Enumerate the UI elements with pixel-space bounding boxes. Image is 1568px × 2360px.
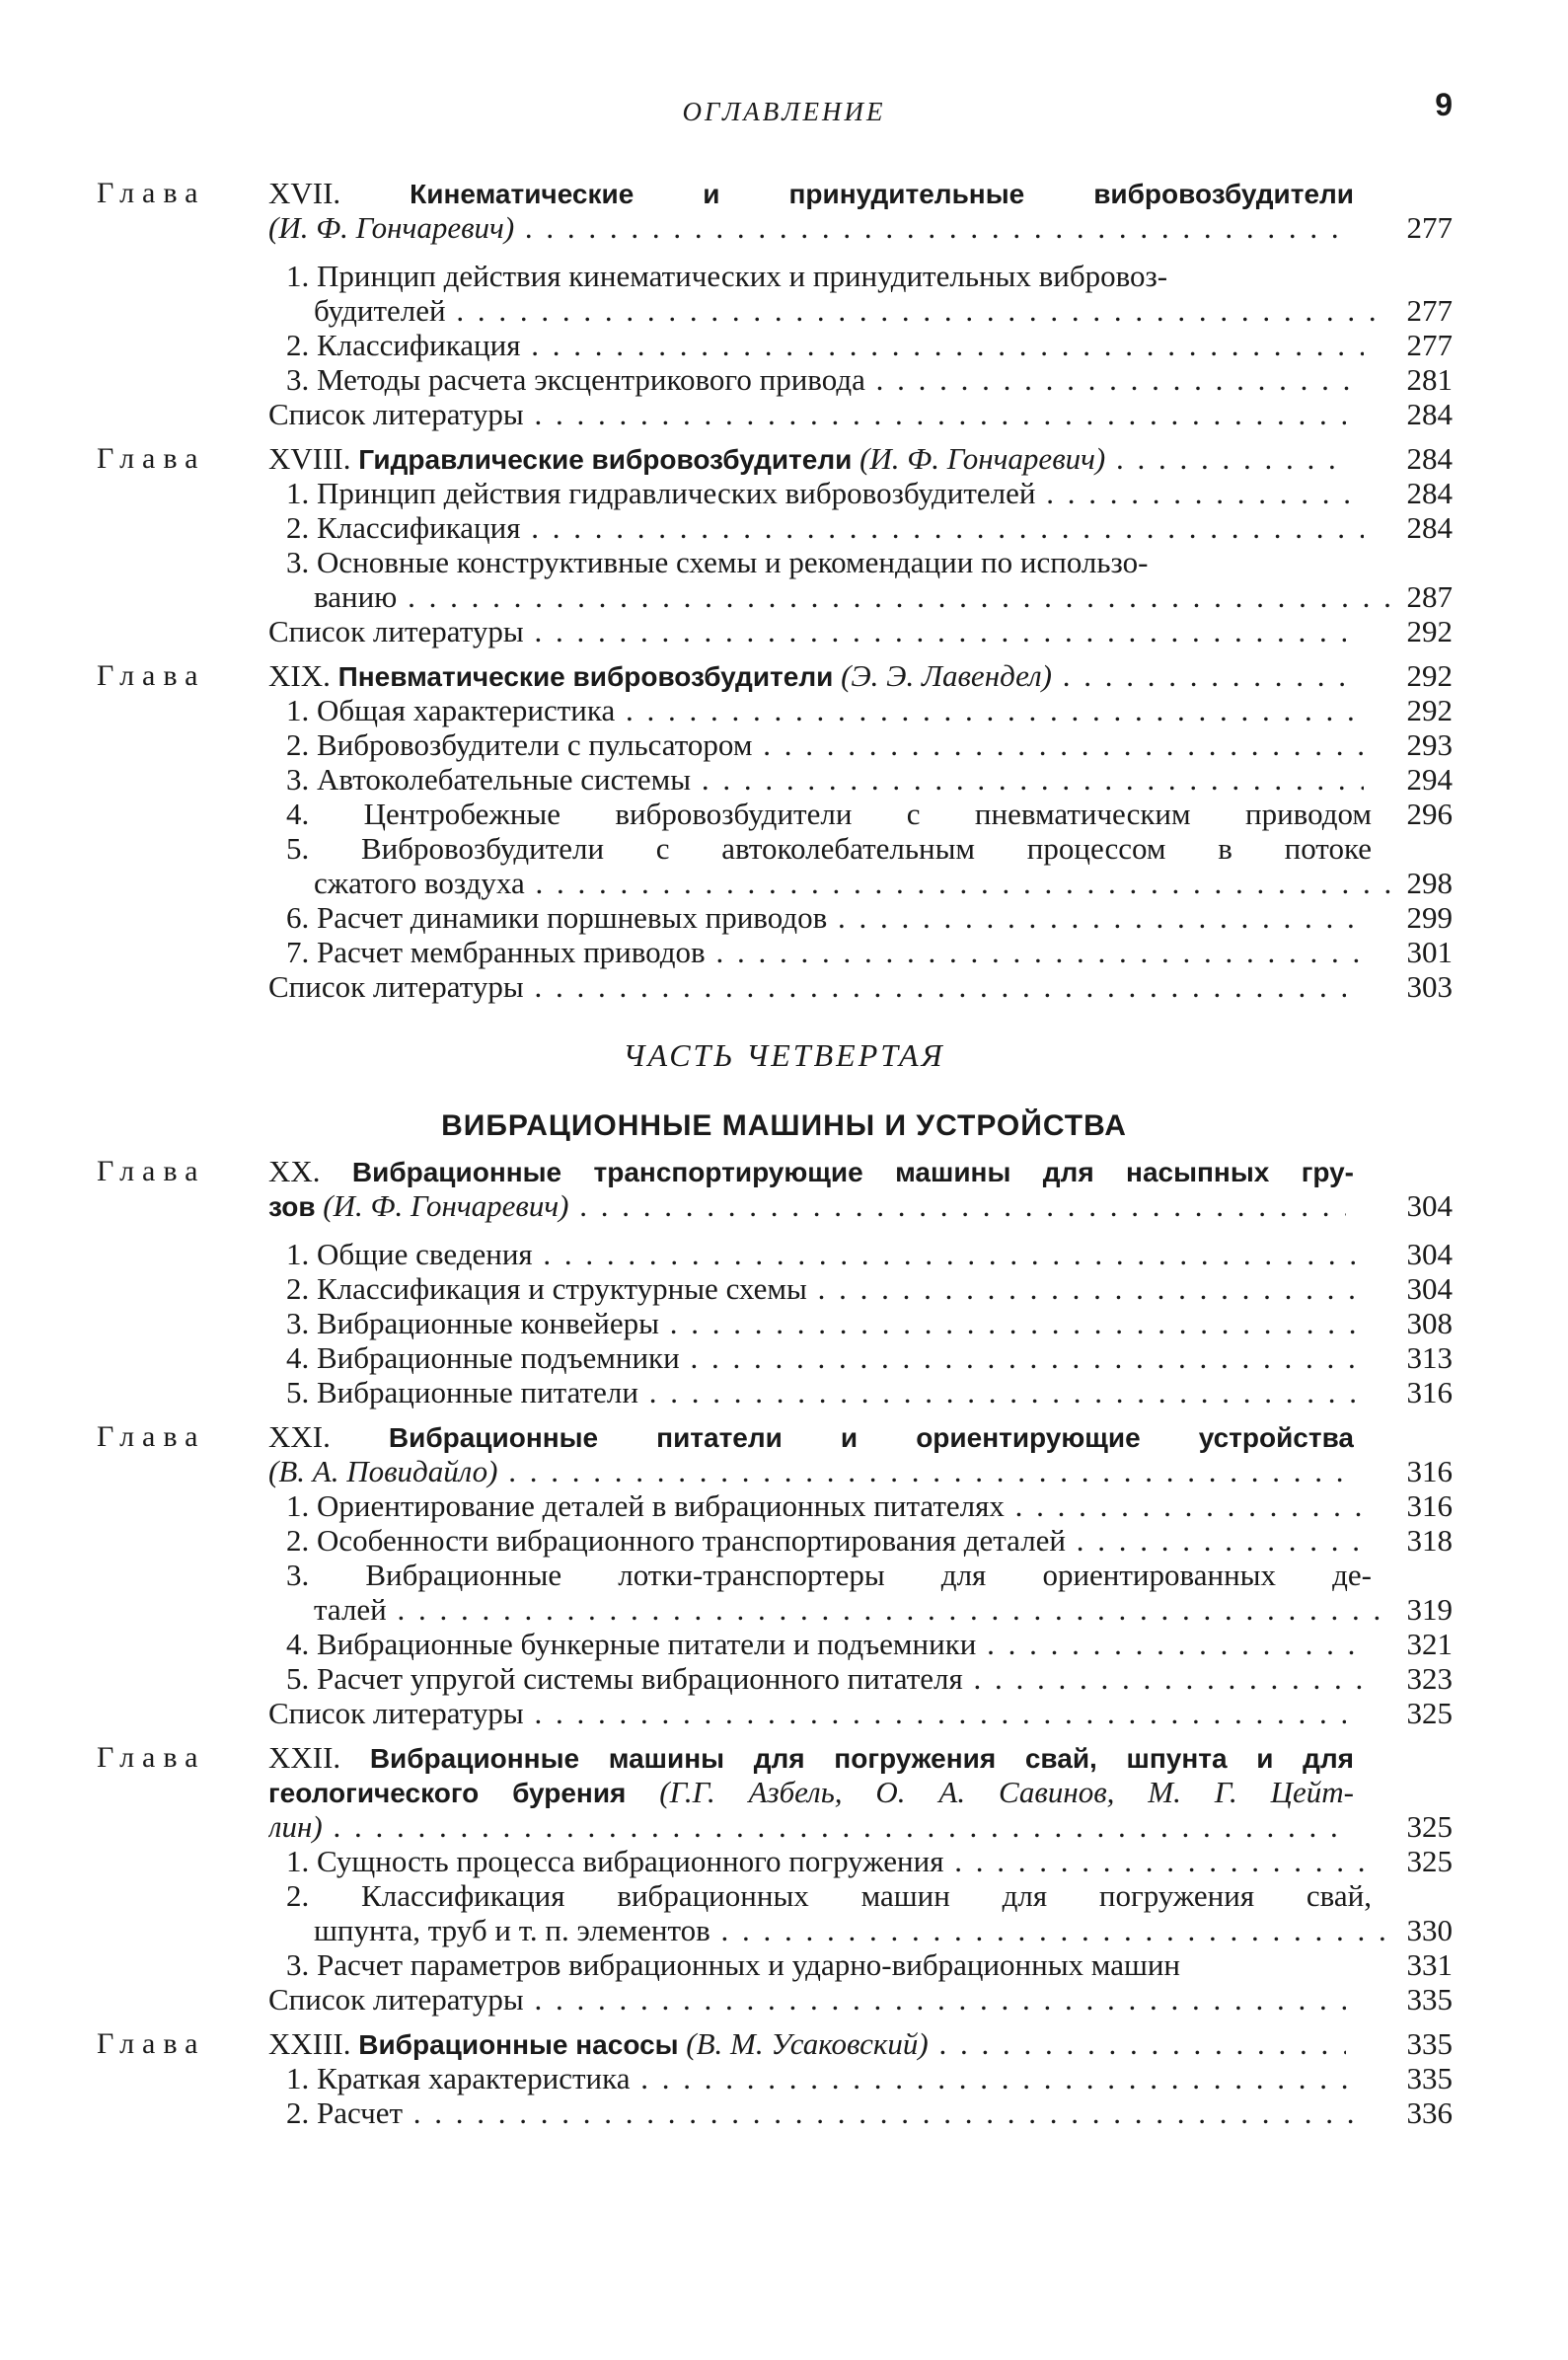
- toc-entry: 3. Методы расчета эксцентрикового привода . . . 281: [286, 362, 1453, 397]
- toc-entry: 3. Вибрационные конвейеры . . . 308: [286, 1306, 1453, 1340]
- toc-entry: 3. Автоколебательные системы . . . 294: [286, 762, 1453, 797]
- toc-entry: 3. Расчет параметров вибрационных и ударно-вибрационных машин 331: [286, 1947, 1453, 1982]
- toc-entry: 5. Вибровозбудители с автоколебательным процессом в потоке: [286, 831, 1372, 866]
- chapter-title-line: XX. Вибрационные транспортирующие машины для насыпных гру-: [268, 1154, 1354, 1188]
- toc-entry: 7. Расчет мембранных приводов . . . 301: [286, 935, 1453, 969]
- chapter-xx: [0, 1154, 1568, 1409]
- chapter-page: 277: [1406, 210, 1453, 245]
- toc-entry: 3. Основные конструктивные схемы и рекомендации по использо-: [286, 545, 1149, 579]
- chapter-title-line: [268, 176, 1453, 210]
- chapter-xviii: [0, 441, 1568, 648]
- chapter-number: XVII.: [268, 176, 341, 210]
- toc-entry: 4. Вибрационные подъемники . . . 313: [286, 1340, 1453, 1375]
- toc-entry: Список литературы . . . 303: [268, 969, 1453, 1004]
- chapter-label: Глава: [97, 659, 206, 692]
- toc-entry: 2. Классификация . . . 284: [286, 510, 1453, 545]
- chapter-title-line: XVIII. Гидравлические вибровозбудители (И. Ф. Гончаревич) . . . 284: [268, 441, 1453, 476]
- part-label: ЧАСТЬ ЧЕТВЕРТАЯ: [623, 1037, 945, 1073]
- chapter-xix: [0, 658, 1568, 1004]
- chapter-xxi: [0, 1419, 1568, 1730]
- part-title: ВИБРАЦИОННЫЕ МАШИНЫ И УСТРОЙСТВА: [441, 1109, 1127, 1142]
- toc-entry: 1. Принцип действия кинематических и принудительных вибровоз-: [286, 259, 1168, 293]
- toc-entry: 1. Общие сведения . . . 304: [286, 1237, 1453, 1271]
- chapter-title-line: (В. А. Повидайло) . . . 316: [268, 1454, 1453, 1488]
- toc-entry: 3. Вибрационные лотки-транспортеры для ориентированных де-: [286, 1558, 1372, 1592]
- chapter-title-line: XXII. Вибрационные машины для погружения свай, шпунта и для: [268, 1740, 1354, 1775]
- chapter-label: Глава: [97, 1155, 206, 1187]
- chapter-title-line: XXI. Вибрационные питатели и ориентирующие устройства: [268, 1419, 1354, 1454]
- toc-entry: сжатого воздуха . . . 298: [286, 866, 1453, 900]
- toc-entry: ванию . . . 287: [286, 579, 1453, 614]
- toc-entry: 2. Классификация . . . 277: [286, 328, 1453, 362]
- toc-entry: 1. Общая характеристика . . . 292: [286, 693, 1453, 727]
- toc-entry: Список литературы . . . 325: [268, 1696, 1453, 1730]
- toc-entry: Список литературы . . . 284: [268, 397, 1453, 431]
- chapter-title-line: XIX. Пневматические вибровозбудители (Э. Э. Лавендел) . . . 292: [268, 658, 1453, 693]
- toc-entry: 1. Принцип действия гидравлических вибровозбудителей . . . 284: [286, 476, 1453, 510]
- toc-entry: 1. Краткая характеристика . . . 335: [286, 2061, 1453, 2095]
- toc-entry: 2. Расчет . . . 336: [286, 2095, 1453, 2130]
- toc-entry: 5. Вибрационные питатели . . . 316: [286, 1375, 1453, 1409]
- chapter-xvii: [0, 176, 1568, 431]
- chapter-label: Глава: [97, 1741, 206, 1774]
- table-of-contents: [0, 176, 1568, 2130]
- toc-entry: 2. Классификация и структурные схемы . . . 304: [286, 1271, 1453, 1306]
- page-number: 9: [1435, 87, 1453, 122]
- chapter-label: Глава: [97, 442, 206, 475]
- toc-entry: шпунта, труб и т. п. элементов . . . 330: [286, 1913, 1453, 1947]
- toc-entry: 1. Сущность процесса вибрационного погружения . . . 325: [286, 1844, 1453, 1878]
- chapter-label: Глава: [97, 1420, 206, 1453]
- chapter-xxii: [0, 1740, 1568, 2017]
- toc-entry: Список литературы . . . 335: [268, 1982, 1453, 2017]
- toc-entry: 4. Центробежные вибровозбудители с пневматическим приводом 296: [286, 797, 1453, 831]
- chapter-label: Глава: [97, 177, 206, 209]
- toc-entry: 2. Особенности вибрационного транспортирования деталей . . . 318: [286, 1523, 1453, 1558]
- toc-entry: 2. Вибровозбудители с пульсатором . . . 293: [286, 727, 1453, 762]
- toc-entry: 4. Вибрационные бункерные питатели и подъемники . . . 321: [286, 1627, 1453, 1661]
- chapter-author: (И. Ф. Гончаревич): [268, 210, 515, 245]
- chapter-title-line: [268, 210, 1453, 245]
- chapter-title: Кинематические и принудительные вибровозбудители: [410, 179, 1354, 209]
- running-head: ОГЛАВЛЕНИЕ: [682, 97, 886, 126]
- toc-entry: Список литературы . . . 292: [268, 614, 1453, 648]
- chapter-title-line: лин) . . . 325: [268, 1809, 1453, 1844]
- chapter-label: Глава: [97, 2027, 206, 2060]
- toc-entry: 2. Классификация вибрационных машин для погружения свай,: [286, 1878, 1372, 1913]
- toc-entry: талей . . . 319: [286, 1592, 1453, 1627]
- toc-entry: 6. Расчет динамики поршневых приводов . . . 299: [286, 900, 1453, 935]
- toc-entry: будителей . . . 277: [286, 293, 1453, 328]
- toc-entry: 5. Расчет упругой системы вибрационного питателя . . . 323: [286, 1661, 1453, 1696]
- chapter-title-line: зов (И. Ф. Гончаревич) . . . 304: [268, 1188, 1453, 1223]
- chapter-title-line: геологического бурения (Г.Г. Азбель, О. А. Савинов, М. Г. Цейт-: [268, 1775, 1354, 1809]
- toc-entry: 1. Ориентирование деталей в вибрационных питателях . . . 316: [286, 1488, 1453, 1523]
- chapter-xxiii: [0, 2026, 1568, 2130]
- chapter-title-line: XXIII. Вибрационные насосы (В. М. Усаковский) . . . 335: [268, 2026, 1453, 2061]
